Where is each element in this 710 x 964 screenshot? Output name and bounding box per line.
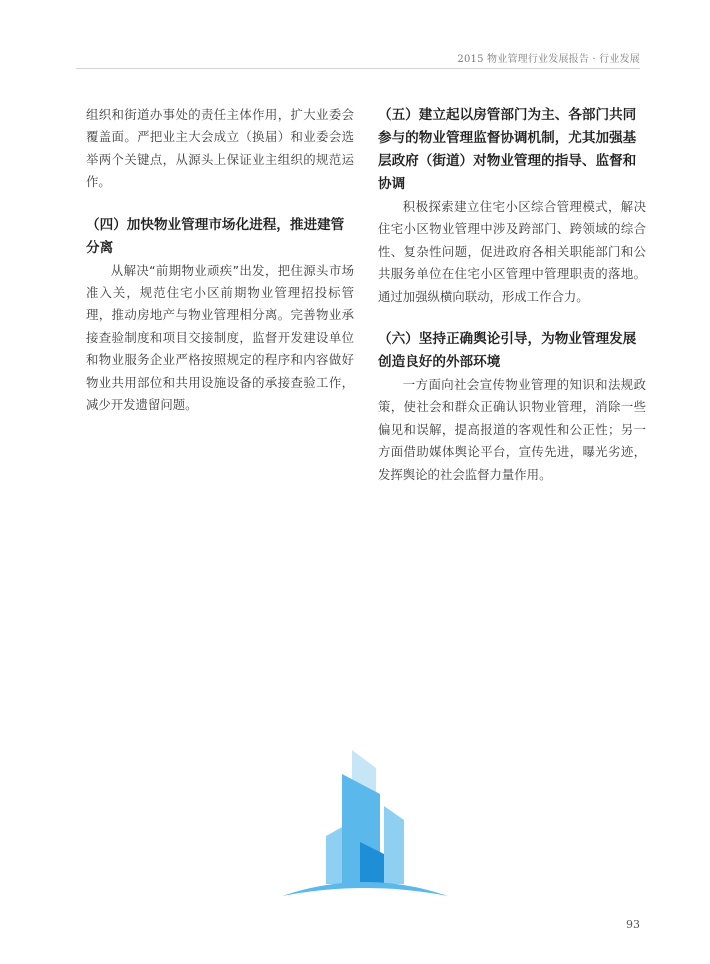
building-skyline-icon: [280, 746, 450, 900]
section-6-heading: （六）坚持正确舆论引导，为物业管理发展创造良好的外部环境: [378, 331, 637, 371]
tower-front-deep: [360, 842, 384, 884]
ground-arc: [282, 882, 448, 896]
section-5-heading: （五）建立起以房管部门为主、各部门共同参与的物业管理监督协调机制，尤其加强基层政府（街道）对物业管理的指导、监督和协调: [378, 107, 637, 192]
tower-left-short: [326, 826, 344, 884]
section-4-heading: （四）加快物业管理市场化进程，推进建管分离: [86, 216, 345, 256]
section-4-body: 从解决“前期物业顽疾”出发，把住源头市场准入关，规范住宅小区前期物业管理招投标管理，推动房地产与物业管理相分离。完善物业承接查验制度和项目交接制度，监督开发建设单位和物业服务企业严格按照规定的程序和内容做好物业共用部位和共用设施设备的承接查验工作，减少开发遗留问题。: [86, 262, 354, 413]
left-column: [86, 104, 354, 416]
section-5-body: 积极探索建立住宅小区综合管理模式，解决住宅小区物业管理中涉及跨部门、跨领域的综合性、复杂性问题，促进政府各相关职能部门和公共服务单位在住宅小区管理中管理职责的落地。通过加强纵横向联动，形成工作合力。: [378, 199, 646, 304]
running-header: 2015 物业管理行业发展报告 · 行业发展: [457, 54, 640, 65]
header-divider: [76, 68, 640, 69]
page-number: 93: [626, 918, 640, 931]
tower-right: [384, 806, 404, 884]
right-column: [378, 104, 646, 486]
continued-paragraph: 组织和街道办事处的责任主体作用，扩大业委会覆盖面。严把业主大会成立（换届）和业委会选举两个关键点，从源头上保证业主组织的规范运作。: [86, 107, 354, 190]
section-6-body: 一方面向社会宣传物业管理的知识和法规政策，使社会和群众正确认识物业管理，消除一些偏见和误解，提高报道的客观性和公正性；另一方面借助媒体舆论平台，宣传先进，曝光劣迹，发挥舆论的社会监督力量作用。: [378, 377, 646, 482]
